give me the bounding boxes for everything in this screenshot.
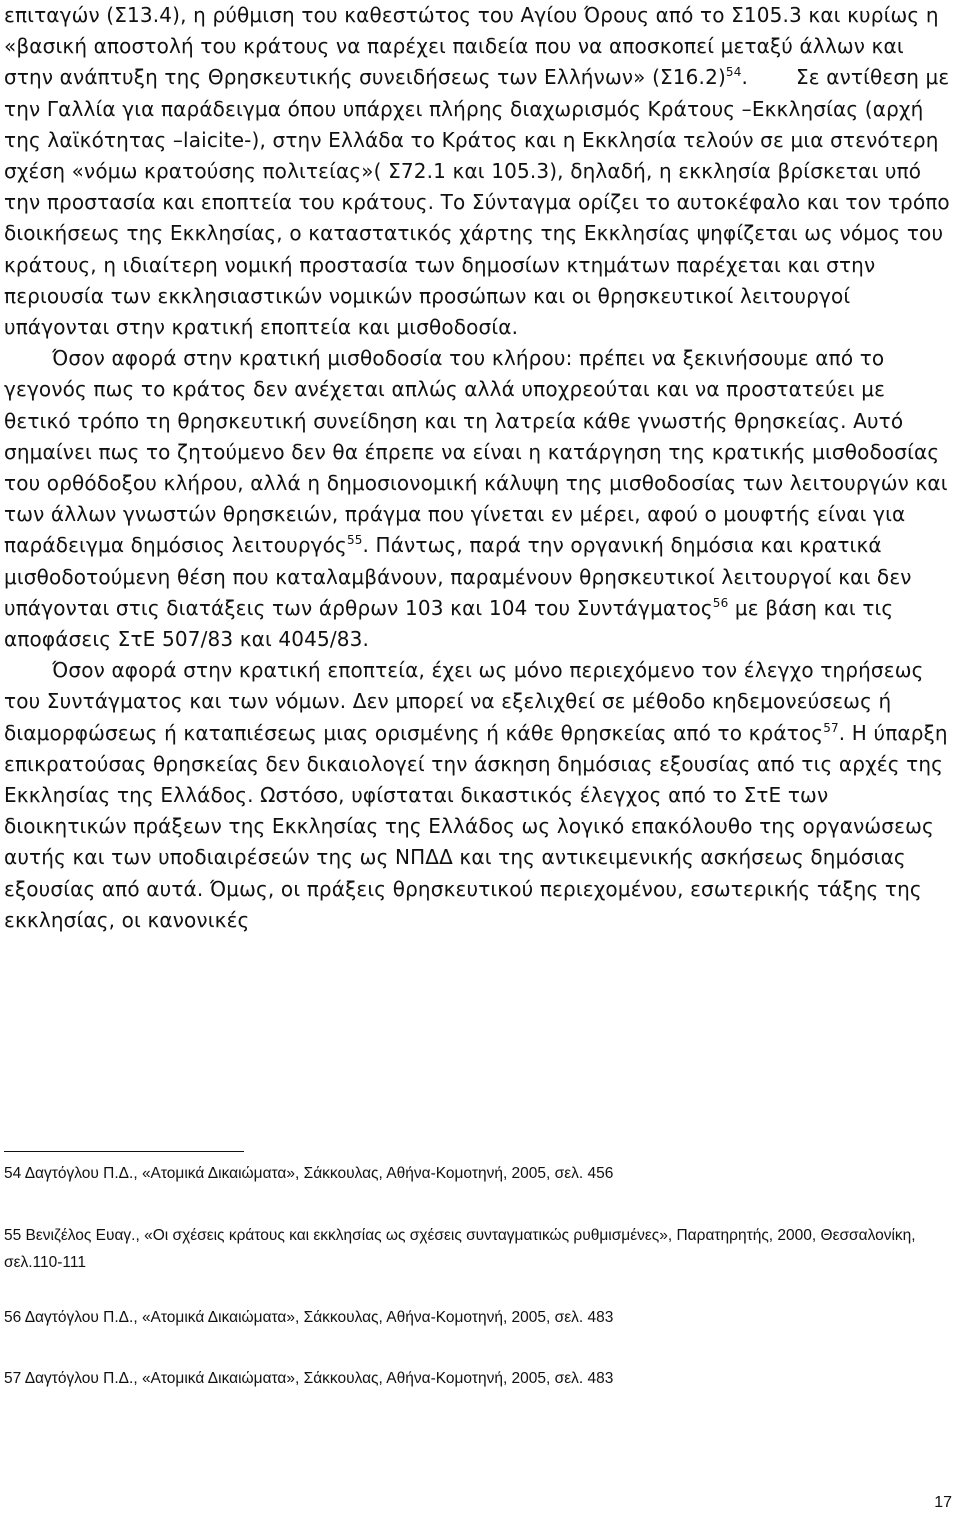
paragraph-1 bbox=[4, 0, 954, 343]
paragraph-3-end: με βάση και τις αποφάσεις ΣτΕ 507/83 και 4045/83. bbox=[4, 595, 894, 652]
footnote-separator bbox=[4, 1151, 244, 1152]
paragraph-4 bbox=[4, 655, 954, 936]
footnote-57: 57 Δαγτόγλου Π.Δ., «Ατομικά Δικαιώματα», Σάκκουλας, Αθήνα-Κομοτηνή, 2005, σελ. 483 bbox=[4, 1370, 614, 1387]
paragraph-4-text: Όσον αφορά στην κρατική εποπτεία, έχει ως μόνο περιεχόμενο τον έλεγχο τηρήσεως του Συντάγματος και των νόμων. Δεν μπορεί να εξελιχθεί σε μέθοδο κηδεμονεύσεως ή διαμορφώσεως ή καταπιέσεως μιας ορισμένης ή κάθε θρησκείας από το κράτος bbox=[4, 658, 924, 745]
footnotes bbox=[4, 1160, 954, 1392]
paragraph-3-middle: . Πάντως, παρά την οργανική δημόσια και κρατικά μισθοδοτούμενη θέση που καταλαμβάνουν, παραμένουν θρησκευτικοί λειτουργοί και δεν υπάγονται στις διατάξεις των άρθρων 103 και 104 του Συντάγματος bbox=[4, 533, 912, 620]
footnote-ref-55[interactable]: 55 bbox=[346, 533, 363, 548]
paragraph-3 bbox=[4, 343, 954, 655]
footnote-54: 54 Δαγτόγλου Π.Δ., «Ατομικά Δικαιώματα», Σάκκουλας, Αθήνα-Κομοτηνή, 2005, σελ. 456 bbox=[4, 1165, 614, 1182]
paragraph-3-text: Όσον αφορά στην κρατική μισθοδοσία του κλήρου: πρέπει να ξεκινήσουμε από το γεγονός πως το κράτος δεν ανέχεται απλώς αλλά υποχρεούται και να προστατεύει με θετικό τρόπο τη θρησκευτική συνείδηση και τη λατρεία κάθε γνωστής θρησκείας. Αυτό σημαίνει πως το ζητούμενο δεν θα έπρεπε να είναι η κατάργηση της κρατικής μισθοδοσίας του ορθόδοξου κλήρου, αλλά η δημοσιονομική κάλυψη της μισθοδοσίας των λειτουργών και των άλλων γνωστών θρησκειών, πράγμα που γίνεται εν μέρει, αφού ο μουφτής είναι για παράδειγμα δημόσιος λειτουργός bbox=[4, 346, 948, 558]
paragraph-4-end: . Η ύπαρξη επικρατούσας θρησκείας δεν δικαιολογεί την άσκηση δημόσιας εξουσίας από τις αρχές της Εκκλησίας της Ελλάδος. Ωστόσο, υφίσταται δικαστικός έλεγχος από το ΣτΕ των διοικητικών πράξεων της Εκκλησίας της Ελλάδος ως λογικό επακόλουθο της οργανώσεως αυτής και των υποδιαιρέσεών της ως ΝΠΔΔ και της αντικειμενικής ασκήσεως δημόσιας εξουσίας από αυτά. Όμως, οι πράξεις θρησκευτικού περιεχομένου, εσωτερικής τάξης της εκκλησίας, οι κανονικές bbox=[4, 720, 948, 932]
footnote-ref-57[interactable]: 57 bbox=[823, 720, 839, 735]
footnote-55: 55 Βενιζέλος Ευαγ., «Οι σχέσεις κράτους και εκκλησίας ως σχέσεις συνταγματικώς ρυθμισμένες», Παρατηρητής, 2000, Θεσσαλονίκη, σελ.110-111 bbox=[4, 1227, 916, 1271]
paragraph-2-text: Σε αντίθεση με την Γαλλία για παράδειγμα όπου υπάρχει πλήρης διαχωρισμός Κράτους –Εκκλησίας (αρχή της λαϊκότητας –laicite-), στην Ελλάδα το Κράτος και η Εκκλησία τελούν σε μια στενότερη σχέση «νόμω κρατούσης πολιτείας»( Σ72.1 και 105.3), δηλαδή, η εκκλησία βρίσκεται υπό την προστασία και εποπτεία του κράτους. Το Σύνταγμα ορίζει το αυτοκέφαλο και τον τρόπο διοικήσεως της Εκκλησίας, ο καταστατικός χάρτης της Εκκλησίας ψηφίζεται ως νόμος του κράτους, η ιδιαίτερη νομική προστασία των δημοσίων κτημάτων παρέχεται και στην περιουσία των εκκλησιαστικών νομικών προσώπων και οι θρησκευτικοί λειτουργοί υπάγονται στην κρατική εποπτεία και μισθοδοσία. bbox=[4, 65, 950, 340]
footnote-ref-56[interactable]: 56 bbox=[712, 595, 729, 610]
body-text bbox=[4, 0, 954, 936]
footnote-56: 56 Δαγτόγλου Π.Δ., «Ατομικά Δικαιώματα», Σάκκουλας, Αθήνα-Κομοτηνή, 2005, σελ. 483 bbox=[4, 1309, 614, 1326]
page-number: 17 bbox=[934, 1494, 952, 1511]
paragraph-1-end: . bbox=[741, 65, 748, 90]
paragraph-1-text: επιταγών (Σ13.4), η ρύθμιση του καθεστώτος του Αγίου Όρους από το Σ105.3 και κυρίως η «βασική αποστολή του κράτους να παρέχει παιδεία που να αποσκοπεί μεταξύ άλλων και στην ανάπτυξη της Θρησκευτικής συνειδήσεως των Ελλήνων» (Σ16.2) bbox=[4, 3, 939, 90]
footnote-ref-54[interactable]: 54 bbox=[725, 65, 742, 80]
